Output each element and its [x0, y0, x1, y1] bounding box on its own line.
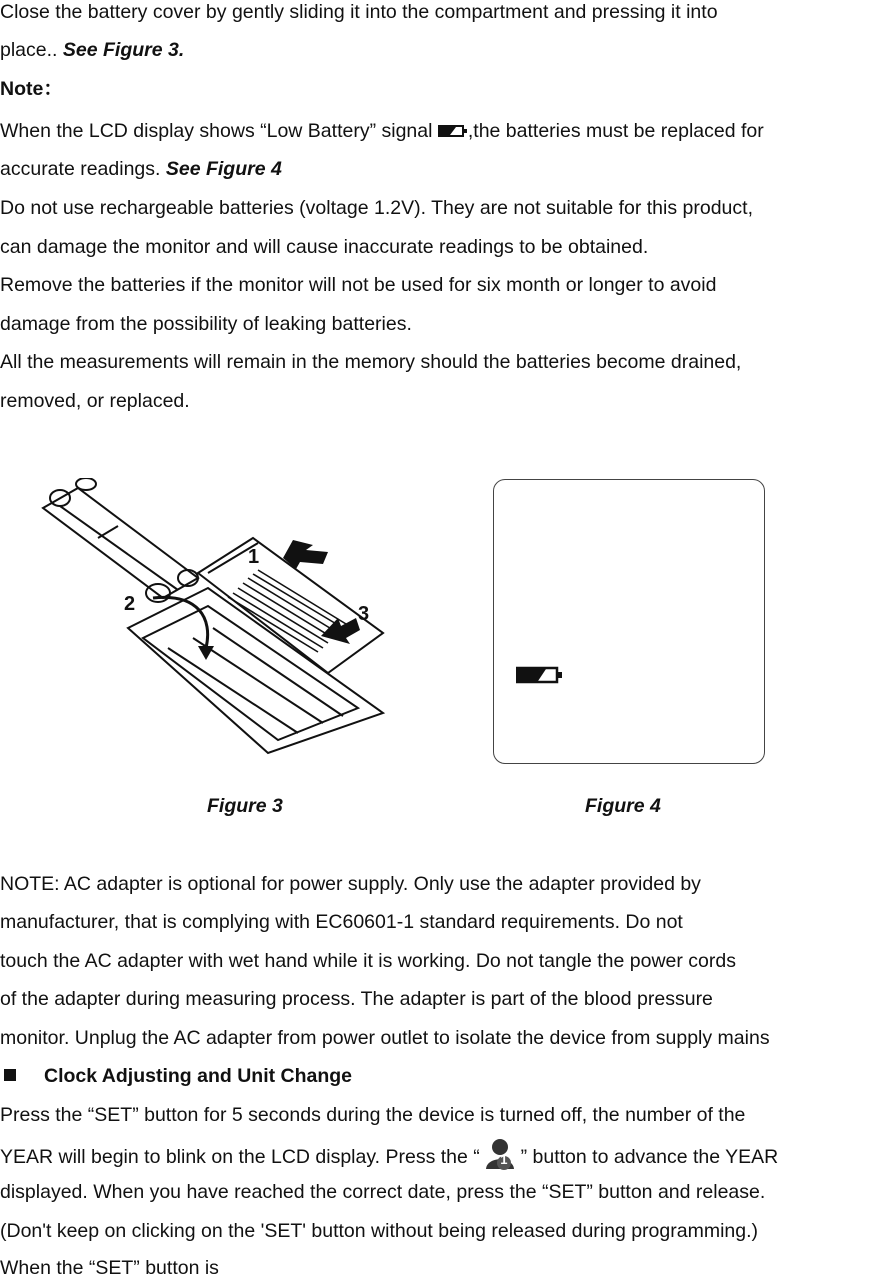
clock-line: When the “SET” button is [0, 1257, 219, 1279]
figure-reference: See Figure 3. [62, 39, 185, 61]
paragraph-line: Close the battery cover by gently sliding it into the compartment and pressing it into [0, 1, 718, 23]
figure-3-battery-illustration [38, 478, 388, 763]
figure-4-caption: Figure 4 [585, 795, 661, 817]
paragraph-line: removed, or replaced. [0, 390, 190, 412]
ac-note-line: of the adapter during measuring process. The adapter is part of the blood pressure [0, 988, 713, 1010]
figure-reference: See Figure 4 [165, 158, 282, 180]
clock-line: Press the “SET” button for 5 seconds during the device is turned off, the number of the [0, 1104, 746, 1126]
ac-note-line: manufacturer, that is complying with EC60601-1 standard requirements. Do not [0, 911, 683, 933]
paragraph-line: When the LCD display shows “Low Battery” signal ,the batteries must be replaced for [0, 120, 764, 142]
callout-1: 1 [248, 546, 260, 568]
clock-line: (Don't keep on clicking on the 'SET' button without being released during programming.) [0, 1220, 759, 1242]
section-heading: Clock Adjusting and Unit Change [4, 1064, 352, 1088]
clock-line: displayed. When you have reached the correct date, press the “SET” button and release. [0, 1181, 766, 1203]
note-label: Note： [0, 78, 63, 100]
figure-3-caption: Figure 3 [207, 795, 283, 817]
figure-4-lcd-display [493, 479, 765, 764]
ac-note-line: monitor. Unplug the AC adapter from power outlet to isolate the device from supply mains [0, 1027, 770, 1049]
paragraph-line: Remove the batteries if the monitor will not be used for six month or longer to avoid [0, 274, 717, 296]
user-1-icon: 1 [485, 1142, 515, 1174]
paragraph-line: place.. See Figure 3. [0, 39, 185, 61]
square-bullet-icon [4, 1069, 16, 1081]
paragraph-line: All the measurements will remain in the memory should the batteries become drained, [0, 351, 742, 373]
callout-3: 3 [358, 603, 370, 625]
ac-note-line: NOTE: AC adapter is optional for power supply. Only use the adapter provided by [0, 873, 701, 895]
paragraph-line: accurate readings. See Figure 4 [0, 158, 282, 180]
low-battery-icon [516, 665, 564, 690]
low-battery-icon [438, 120, 468, 144]
paragraph-line: can damage the monitor and will cause inaccurate readings to be obtained. [0, 236, 649, 258]
paragraph-line: damage from the possibility of leaking batteries. [0, 313, 412, 335]
ac-note-line: touch the AC adapter with wet hand while it is working. Do not tangle the power cords [0, 950, 736, 972]
clock-line: YEAR will begin to blink on the LCD display. Press the “ 1 ” button to advance the YEAR [0, 1142, 778, 1174]
callout-2: 2 [124, 593, 136, 615]
paragraph-line: Do not use rechargeable batteries (voltage 1.2V). They are not suitable for this product, [0, 197, 753, 219]
